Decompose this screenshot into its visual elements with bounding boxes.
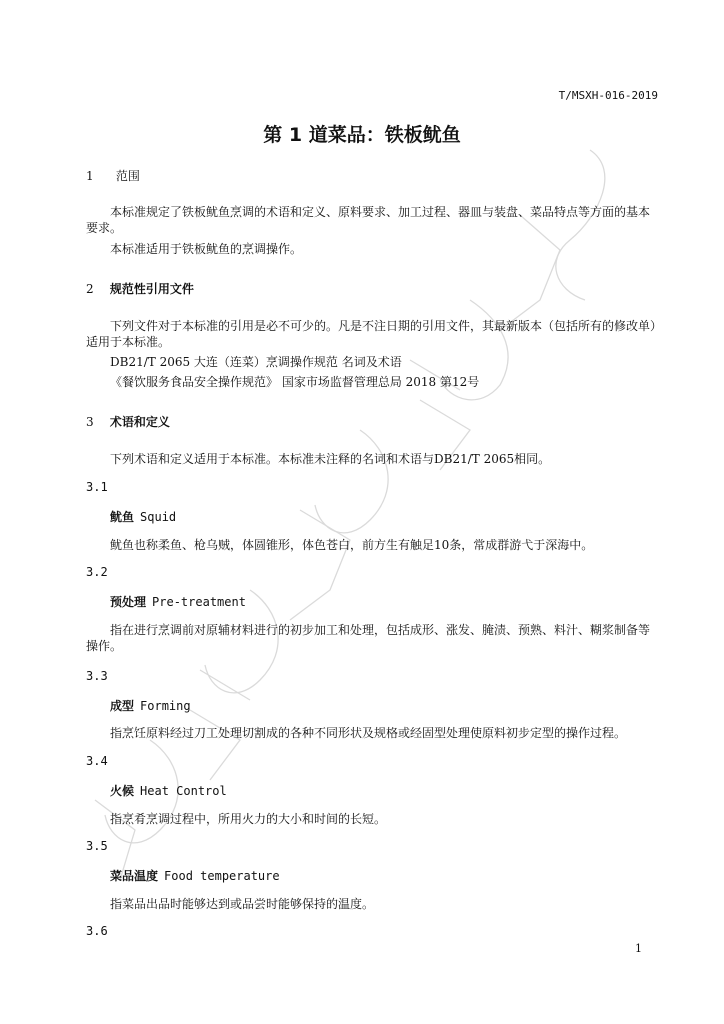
standard-number: T/MSXH-016-2019: [558, 89, 658, 102]
reference-1: DB21/T 2065 大连（连菜）烹调操作规范 名词及术语: [110, 355, 402, 369]
term-heading: 火候 Heat Control: [110, 784, 227, 798]
term-number: 3.5: [86, 839, 108, 853]
term-heading: 预处理 Pre-treatment: [110, 595, 246, 609]
term-heading: 鱿鱼 Squid: [110, 510, 177, 524]
section-2-paragraph-1: 下列文件对于本标准的引用是必不可少的。凡是不注日期的引用文件，其最新版本（包括所有的修改单）适用于本标准。: [86, 319, 657, 349]
term-number: 3.2: [86, 565, 108, 579]
reference-2: 《餐饮服务食品安全操作规范》 国家市场监督管理总局 2018 第12号: [110, 375, 480, 389]
term-number: 3.4: [86, 754, 108, 768]
term-number: 3.6: [86, 924, 108, 938]
term-definition: 指菜品出品时能够达到或品尝时能够保持的温度。: [110, 897, 375, 911]
term-definition: 指烹肴烹调过程中，所用火力的大小和时间的长短。: [110, 812, 387, 826]
section-3-paragraph-1: 下列术语和定义适用于本标准。本标准未注释的名词和术语与DB21/T 2065相同。: [110, 452, 551, 466]
page-title: 第 1 道菜品：铁板鱿鱼: [263, 124, 461, 146]
page-number: 1: [635, 942, 642, 955]
section-3-heading: 3 术语和定义: [86, 415, 170, 429]
section-1-heading: 1 范围: [86, 169, 140, 183]
term-heading: 菜品温度 Food temperature: [110, 869, 280, 883]
term-heading: 成型 Forming: [110, 699, 191, 713]
section-2-heading: 2 规范性引用文件: [86, 282, 194, 296]
term-definition: 指在进行烹调前对原辅材料进行的初步加工和处理，包括成形、涨发、腌渍、预熟、料汁、糊浆制备等操作。: [86, 623, 651, 653]
section-1-paragraph-2: 本标准适用于铁板鱿鱼的烹调操作。: [110, 242, 303, 256]
term-definition: 鱿鱼也称柔鱼、枪乌贼，体圆锥形，体色苍白，前方生有触足10条，常成群游弋于深海中。: [110, 538, 594, 552]
section-1-paragraph-1: 本标准规定了铁板鱿鱼烹调的术语和定义、原料要求、加工过程、器皿与装盘、菜品特点等方面的基本要求。: [86, 205, 651, 235]
term-number: 3.3: [86, 669, 108, 683]
term-number: 3.1: [86, 480, 108, 494]
term-definition: 指烹饪原料经过刀工处理切割成的各种不同形状及规格或经固型处理使原料初步定型的操作过程。: [110, 726, 627, 740]
